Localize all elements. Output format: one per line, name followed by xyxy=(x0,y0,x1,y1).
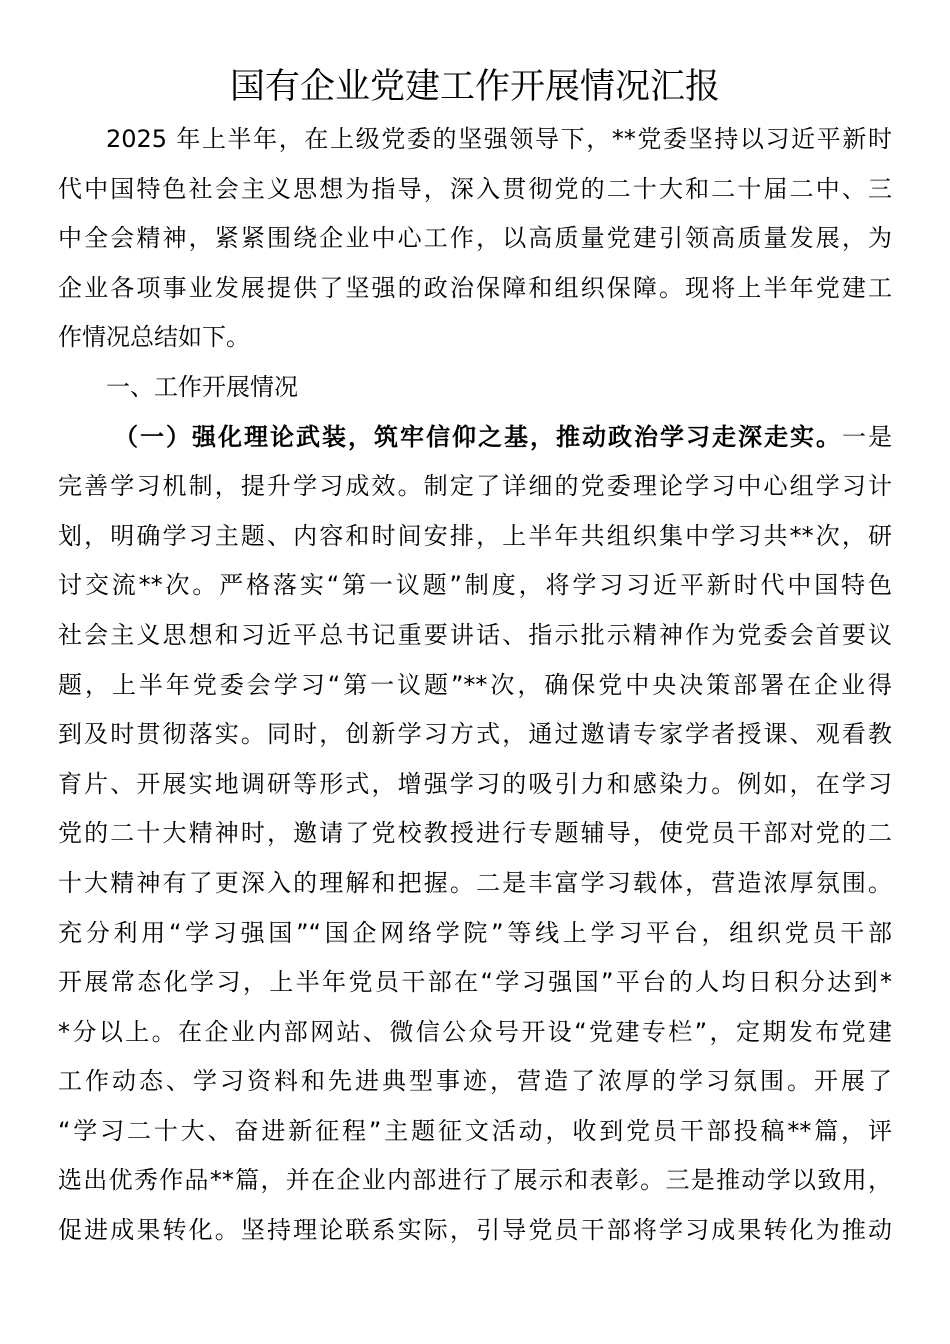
paragraph-body-line-1: 完善学习机制，提升学习成效。制定了详细的党委理论学习中心组学习计 xyxy=(58,472,892,501)
paragraph-body-line-7: 育片、开展实地调研等形式，增强学习的吸引力和感染力。例如，在学习 xyxy=(58,769,892,798)
document-body xyxy=(58,115,892,1256)
paragraph-body-line-3: 讨交流**次。严格落实“第一议题”制度，将学习习近平新时代中国特色 xyxy=(58,571,892,600)
paragraph-intro-line-5: 作情况总结如下。 xyxy=(58,323,250,352)
paragraph-body-line-13: 工作动态、学习资料和先进典型事迹，营造了浓厚的学习氛围。开展了 xyxy=(58,1067,892,1096)
paragraph-body-line-16: 促进成果转化。坚持理论联系实际，引导党员干部将学习成果转化为推动 xyxy=(58,1216,892,1245)
document-title: 国有企业党建工作开展情况汇报 xyxy=(229,67,720,107)
subsection-heading-bold: （一）强化理论武装，筑牢信仰之基，推动政治学习走深走实。 xyxy=(114,422,842,451)
paragraph-body-line-14: “学习二十大、奋进新征程”主题征文活动，收到党员干部投稿**篇，评 xyxy=(58,1116,892,1145)
paragraph-intro-line-1: 2025 年上半年，在上级党委的坚强领导下，**党委坚持以习近平新时 xyxy=(106,125,892,153)
subsection-heading-line xyxy=(58,413,892,463)
paragraph-intro-line-4: 企业各项事业发展提供了坚强的政治保障和组织保障。现将上半年党建工 xyxy=(58,273,892,302)
subsection-heading-tail: 一是 xyxy=(842,422,892,451)
paragraph-body-line-8: 党的二十大精神时，邀请了党校教授进行专题辅导，使党员干部对党的二 xyxy=(58,819,892,848)
paragraph-body-line-15: 选出优秀作品**篇，并在企业内部进行了展示和表彰。三是推动学以致用， xyxy=(58,1166,892,1195)
paragraph-body-line-5: 题，上半年党委会学习“第一议题”**次，确保党中央决策部署在企业得 xyxy=(58,670,892,699)
paragraph-body-line-9: 十大精神有了更深入的理解和把握。二是丰富学习载体，营造浓厚氛围。 xyxy=(58,868,892,897)
paragraph-body-line-6: 到及时贯彻落实。同时，创新学习方式，通过邀请专家学者授课、观看教 xyxy=(58,720,892,749)
paragraph-body-line-10: 充分利用“学习强国”“国企网络学院”等线上学习平台，组织党员干部 xyxy=(58,918,892,947)
paragraph-body-line-4: 社会主义思想和习近平总书记重要讲话、指示批示精神作为党委会首要议 xyxy=(58,620,892,649)
paragraph-intro-line-2: 代中国特色社会主义思想为指导，深入贯彻党的二十大和二十届二中、三 xyxy=(58,174,892,203)
paragraph-intro-line-3: 中全会精神，紧紧围绕企业中心工作，以高质量党建引领高质量发展，为 xyxy=(58,224,892,253)
paragraph-body-line-12: *分以上。在企业内部网站、微信公众号开设“党建专栏”，定期发布党建 xyxy=(58,1017,892,1046)
section-heading: 一、工作开展情况 xyxy=(106,372,298,401)
paragraph-body-line-2: 划，明确学习主题、内容和时间安排，上半年共组织集中学习共**次，研 xyxy=(58,521,892,550)
paragraph-body-line-11: 开展常态化学习，上半年党员干部在“学习强国”平台的人均日积分达到* xyxy=(58,968,892,997)
